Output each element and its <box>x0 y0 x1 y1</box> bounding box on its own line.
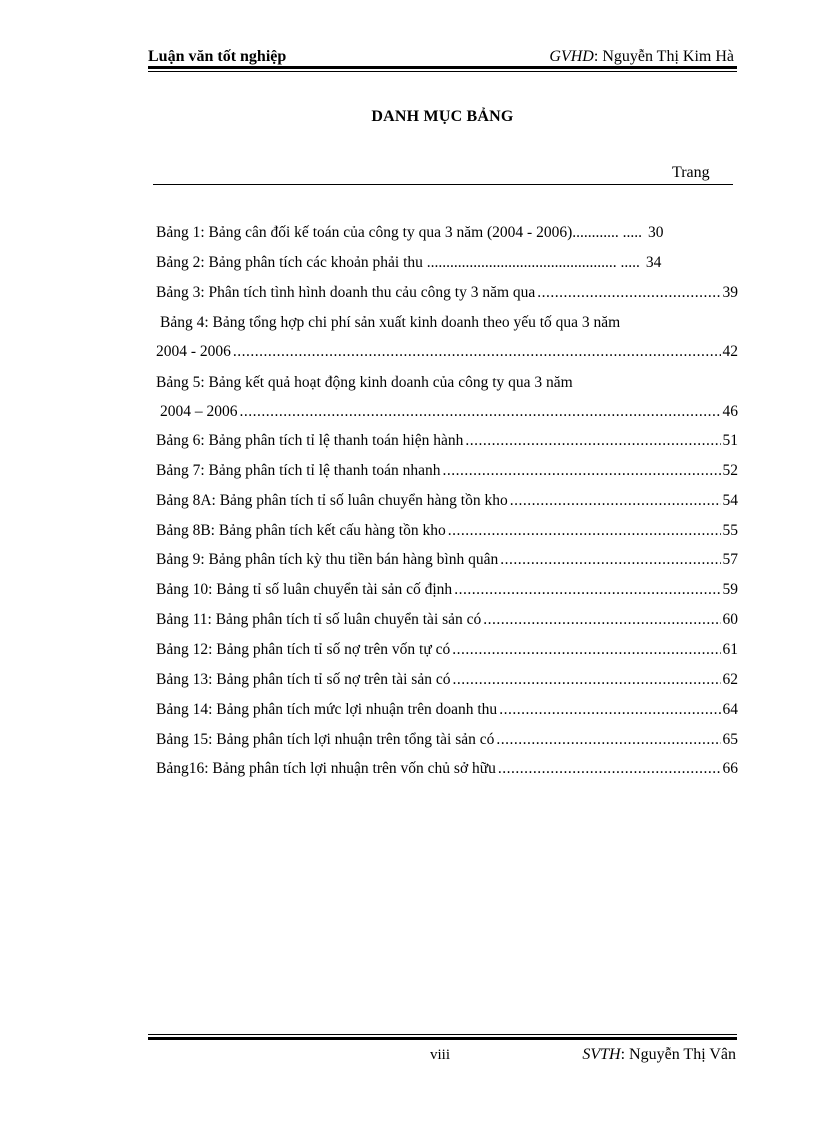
toc-entry-page: 39 <box>722 284 738 301</box>
leader-dots <box>496 731 720 749</box>
toc-entry-text: Bảng16: Bảng phân tích lợi nhuận trên vốn chủ sở hữu <box>156 760 496 777</box>
toc-entry-9[interactable] <box>156 551 738 573</box>
header-thesis-label: Luận văn tốt nghiệp <box>148 48 287 65</box>
footer-student-name: Nguyễn Thị Vân <box>629 1046 736 1063</box>
toc-entry-3[interactable] <box>156 284 738 306</box>
leader-dots <box>498 760 721 778</box>
toc-entry-page: 54 <box>722 492 738 509</box>
page-column-label: Trang <box>672 164 710 181</box>
toc-entry-text: Bảng 5: Bảng kết quả hoạt động kinh doanh của công ty qua 3 năm <box>156 374 573 391</box>
leader-dots <box>448 522 721 540</box>
toc-entry-text: Bảng 10: Bảng tỉ số luân chuyển tài sản cố định <box>156 581 453 598</box>
toc-entry-text: Bảng 11: Bảng phân tích tỉ số luân chuyển tài sản có <box>156 611 482 628</box>
toc-entry-5-cont[interactable] <box>160 403 738 425</box>
toc-entry-page: 66 <box>722 760 738 777</box>
toc-entry-page: 61 <box>722 641 738 658</box>
toc-entry-page: 64 <box>722 701 738 718</box>
leader-dots <box>443 462 721 480</box>
toc-entry-page: 46 <box>722 403 738 420</box>
toc-entry-text: 2004 – 2006 <box>160 403 238 420</box>
toc-entry-text: Bảng 4: Bảng tổng hợp chi phí sản xuất kinh doanh theo yếu tố qua 3 năm <box>160 314 621 331</box>
header-advisor-name: Nguyễn Thị Kim Hà <box>602 48 734 65</box>
leader-dots <box>537 284 720 302</box>
leader-dots <box>500 551 720 569</box>
toc-entry-7[interactable] <box>156 462 738 484</box>
toc-entry-page: 60 <box>722 611 738 628</box>
toc-entry-text: Bảng 9: Bảng phân tích kỳ thu tiền bán hàng bình quân <box>156 551 499 568</box>
footer-rule-thin <box>148 1034 737 1035</box>
header-advisor-label: GVHD <box>549 48 594 65</box>
leader-dots <box>483 611 720 629</box>
leader-dots <box>233 343 721 361</box>
toc-entry-13[interactable] <box>156 671 738 693</box>
toc-entry-page: 34 <box>645 254 662 271</box>
leader-dots <box>465 432 720 450</box>
toc-entry-text: Bảng 3: Phân tích tình hình doanh thu cảu công ty 3 năm qua <box>156 284 536 301</box>
toc-entry-page: 42 <box>722 343 738 360</box>
footer-student <box>582 1046 736 1064</box>
leader-dots <box>510 492 721 510</box>
leader-dots <box>452 641 720 659</box>
toc-entry-text: Bảng 1: Bảng cân đối kế toán của công ty qua 3 năm (2004 - 2006)............ ..... <box>156 224 642 241</box>
toc-entry-text: Bảng 12: Bảng phân tích tỉ số nợ trên vốn tự có <box>156 641 451 658</box>
toc-entry-text: Bảng 7: Bảng phân tích tỉ lệ thanh toán nhanh <box>156 462 441 479</box>
toc-entry-8a[interactable] <box>156 492 738 514</box>
leader-dots <box>499 701 720 719</box>
toc-entry-page: 62 <box>722 671 738 688</box>
toc-entry-text: Bảng 2: Bảng phân tích các khoản phải thu ................................................. ..... <box>156 254 640 271</box>
toc-entry-text: Bảng 14: Bảng phân tích mức lợi nhuận trên doanh thu <box>156 701 498 718</box>
toc-entry-10[interactable] <box>156 581 738 603</box>
header-advisor-sep: : <box>593 48 603 65</box>
toc-entry-11[interactable] <box>156 611 738 633</box>
toc-entry-8b[interactable] <box>156 522 738 544</box>
toc-entry-page: 65 <box>722 731 738 748</box>
toc-entry-text: Bảng 15: Bảng phân tích lợi nhuận trên tổng tài sản có <box>156 731 495 748</box>
toc-entry-text: Bảng 13: Bảng phân tích tỉ số nợ trên tài sản có <box>156 671 451 688</box>
toc-entry-6[interactable] <box>156 432 738 454</box>
leader-dots <box>454 581 720 599</box>
toc-entry-4[interactable] <box>160 314 738 336</box>
toc-entry-text: Bảng 8A: Bảng phân tích tỉ số luân chuyển hàng tồn kho <box>156 492 508 509</box>
footer-rule-thick <box>148 1037 737 1040</box>
leader-dots <box>452 671 720 689</box>
page-title: DANH MỤC BẢNG <box>371 108 514 125</box>
toc-entry-page: 51 <box>722 432 738 449</box>
leader-dots <box>240 403 721 421</box>
toc-entry-page: 30 <box>648 224 664 241</box>
page-number: viii <box>430 1047 451 1063</box>
toc-entry-5[interactable] <box>156 374 738 396</box>
toc-entry-page: 59 <box>722 581 738 598</box>
toc-entry-4-cont[interactable] <box>156 343 738 365</box>
toc-entry-2[interactable] <box>156 254 738 276</box>
toc-entry-text: Bảng 8B: Bảng phân tích kết cấu hàng tồn kho <box>156 522 446 539</box>
toc-entry-1[interactable] <box>156 224 738 246</box>
footer-student-sep: : <box>620 1046 630 1063</box>
toc-entry-text: Bảng 6: Bảng phân tích tỉ lệ thanh toán hiện hành <box>156 432 464 449</box>
footer-student-label: SVTH <box>582 1046 621 1063</box>
toc-entry-text: 2004 - 2006 <box>156 343 231 360</box>
toc-entry-16[interactable] <box>156 760 738 782</box>
toc-entry-page: 55 <box>722 522 738 539</box>
toc-entry-14[interactable] <box>156 701 738 723</box>
toc-entry-15[interactable] <box>156 731 738 753</box>
toc-entry-12[interactable] <box>156 641 738 663</box>
toc-entry-page: 57 <box>722 551 738 568</box>
toc-entry-page: 52 <box>722 462 738 479</box>
